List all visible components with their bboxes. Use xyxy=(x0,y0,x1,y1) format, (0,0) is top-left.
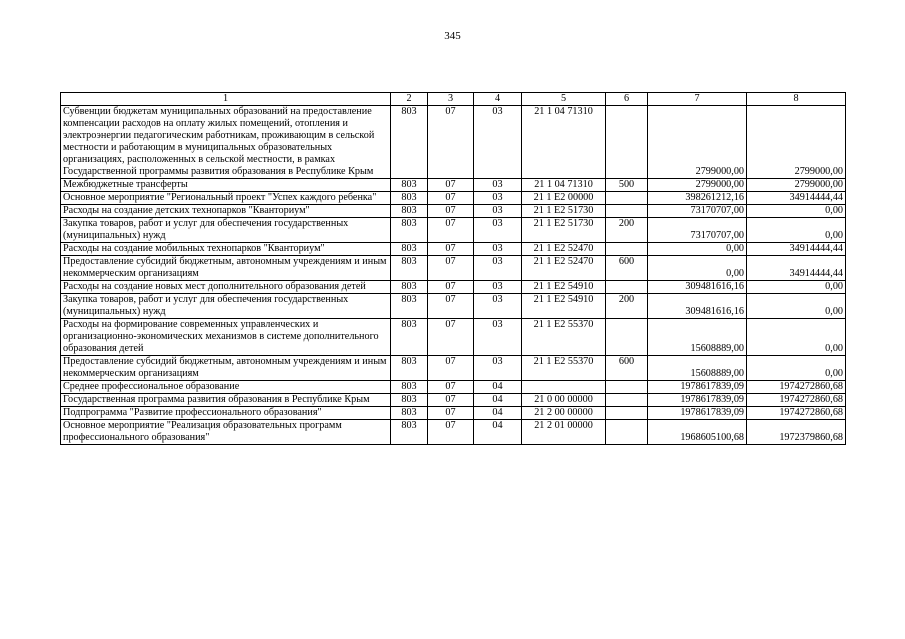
row-section: 07 xyxy=(428,218,474,243)
row-target-code: 21 1 E2 54910 xyxy=(522,281,606,294)
row-amount-year1: 2799000,00 xyxy=(648,179,747,192)
row-amount-year1: 309481616,16 xyxy=(648,281,747,294)
table-row xyxy=(61,281,846,294)
row-section: 07 xyxy=(428,205,474,218)
row-amount-year1: 73170707,00 xyxy=(648,205,747,218)
row-amount-year2: 0,00 xyxy=(747,294,846,319)
row-amount-year2: 1974272860,68 xyxy=(747,381,846,394)
row-subsection: 03 xyxy=(474,243,522,256)
row-expense-type xyxy=(606,319,648,356)
row-subsection: 03 xyxy=(474,205,522,218)
row-target-code: 21 1 E2 55370 xyxy=(522,319,606,356)
row-subsection: 03 xyxy=(474,256,522,281)
row-amount-year2: 34914444,44 xyxy=(747,192,846,205)
row-section: 07 xyxy=(428,356,474,381)
row-section: 07 xyxy=(428,394,474,407)
row-section: 07 xyxy=(428,381,474,394)
row-amount-year1: 1968605100,68 xyxy=(648,420,747,445)
row-amount-year2: 34914444,44 xyxy=(747,243,846,256)
row-target-code: 21 1 E2 51730 xyxy=(522,218,606,243)
row-admin-code: 803 xyxy=(391,106,428,179)
row-admin-code: 803 xyxy=(391,243,428,256)
row-amount-year2: 2799000,00 xyxy=(747,179,846,192)
row-expense-type xyxy=(606,106,648,179)
row-section: 07 xyxy=(428,192,474,205)
row-section: 07 xyxy=(428,407,474,420)
row-admin-code: 803 xyxy=(391,394,428,407)
row-target-code: 21 1 E2 00000 xyxy=(522,192,606,205)
row-target-code: 21 1 E2 52470 xyxy=(522,243,606,256)
row-expense-type: 600 xyxy=(606,356,648,381)
row-admin-code: 803 xyxy=(391,381,428,394)
row-name: Предоставление субсидий бюджетным, автономным учреждениям и иным некоммерческим организациям xyxy=(61,356,391,381)
row-name: Закупка товаров, работ и услуг для обеспечения государственных (муниципальных) нужд xyxy=(61,218,391,243)
table-row xyxy=(61,394,846,407)
row-expense-type xyxy=(606,243,648,256)
table-row xyxy=(61,407,846,420)
row-amount-year2: 0,00 xyxy=(747,205,846,218)
row-admin-code: 803 xyxy=(391,179,428,192)
row-admin-code: 803 xyxy=(391,256,428,281)
row-amount-year2: 0,00 xyxy=(747,281,846,294)
column-header: 2 xyxy=(391,93,428,106)
page-number: 345 xyxy=(444,30,461,42)
row-name: Межбюджетные трансферты xyxy=(61,179,391,192)
row-amount-year1: 1978617839,09 xyxy=(648,407,747,420)
row-name: Расходы на создание детских технопарков "Кванториум" xyxy=(61,205,391,218)
budget-table xyxy=(60,92,846,445)
row-amount-year2: 1974272860,68 xyxy=(747,407,846,420)
column-header: 3 xyxy=(428,93,474,106)
column-header: 1 xyxy=(61,93,391,106)
row-subsection: 03 xyxy=(474,106,522,179)
row-subsection: 03 xyxy=(474,294,522,319)
row-amount-year1: 1978617839,09 xyxy=(648,381,747,394)
row-subsection: 03 xyxy=(474,179,522,192)
row-admin-code: 803 xyxy=(391,218,428,243)
row-admin-code: 803 xyxy=(391,294,428,319)
table-row xyxy=(61,205,846,218)
column-header: 8 xyxy=(747,93,846,106)
row-amount-year1: 2799000,00 xyxy=(648,106,747,179)
row-section: 07 xyxy=(428,294,474,319)
row-amount-year1: 1978617839,09 xyxy=(648,394,747,407)
row-subsection: 03 xyxy=(474,356,522,381)
row-amount-year2: 1972379860,68 xyxy=(747,420,846,445)
row-admin-code: 803 xyxy=(391,205,428,218)
column-header: 7 xyxy=(648,93,747,106)
row-subsection: 03 xyxy=(474,281,522,294)
row-expense-type xyxy=(606,394,648,407)
table-row xyxy=(61,294,846,319)
row-subsection: 03 xyxy=(474,192,522,205)
table-row xyxy=(61,243,846,256)
row-admin-code: 803 xyxy=(391,356,428,381)
row-subsection: 04 xyxy=(474,420,522,445)
row-section: 07 xyxy=(428,319,474,356)
table-row xyxy=(61,420,846,445)
row-admin-code: 803 xyxy=(391,407,428,420)
column-header: 4 xyxy=(474,93,522,106)
column-header: 5 xyxy=(522,93,606,106)
row-section: 07 xyxy=(428,243,474,256)
row-amount-year2: 2799000,00 xyxy=(747,106,846,179)
row-name: Основное мероприятие "Реализация образовательных программ профессионального образования" xyxy=(61,420,391,445)
row-target-code: 21 2 01 00000 xyxy=(522,420,606,445)
row-target-code: 21 2 00 00000 xyxy=(522,407,606,420)
row-section: 07 xyxy=(428,420,474,445)
row-admin-code: 803 xyxy=(391,192,428,205)
row-admin-code: 803 xyxy=(391,420,428,445)
row-expense-type: 600 xyxy=(606,256,648,281)
row-expense-type xyxy=(606,407,648,420)
column-header: 6 xyxy=(606,93,648,106)
row-amount-year1: 73170707,00 xyxy=(648,218,747,243)
table-row xyxy=(61,356,846,381)
row-admin-code: 803 xyxy=(391,281,428,294)
table-row xyxy=(61,381,846,394)
row-expense-type: 200 xyxy=(606,218,648,243)
row-amount-year2: 1974272860,68 xyxy=(747,394,846,407)
row-name: Основное мероприятие "Региональный проект "Успех каждого ребенка" xyxy=(61,192,391,205)
row-name: Субвенции бюджетам муниципальных образований на предоставление компенсации расходов на оплату жилых помещений, отопления и электроэнергии педагогическим работникам, проживающим в сельской местности и работающим в муниципальных образовательных организациях, расположенных в сельской местности, в рамках Государственной программы развития образования в Республике Крым xyxy=(61,106,391,179)
row-target-code: 21 1 E2 55370 xyxy=(522,356,606,381)
row-expense-type xyxy=(606,192,648,205)
row-expense-type xyxy=(606,381,648,394)
row-section: 07 xyxy=(428,106,474,179)
row-amount-year2: 0,00 xyxy=(747,319,846,356)
row-subsection: 03 xyxy=(474,218,522,243)
row-section: 07 xyxy=(428,179,474,192)
table-row xyxy=(61,192,846,205)
row-name: Расходы на создание мобильных технопарков "Кванториум" xyxy=(61,243,391,256)
row-name: Закупка товаров, работ и услуг для обеспечения государственных (муниципальных) нужд xyxy=(61,294,391,319)
row-name: Государственная программа развития образования в Республике Крым xyxy=(61,394,391,407)
row-name: Предоставление субсидий бюджетным, автономным учреждениям и иным некоммерческим организациям xyxy=(61,256,391,281)
row-expense-type: 500 xyxy=(606,179,648,192)
table-row xyxy=(61,256,846,281)
row-amount-year1: 309481616,16 xyxy=(648,294,747,319)
table-row xyxy=(61,106,846,179)
row-section: 07 xyxy=(428,256,474,281)
row-section: 07 xyxy=(428,281,474,294)
row-target-code: 21 1 04 71310 xyxy=(522,106,606,179)
table-row xyxy=(61,319,846,356)
row-target-code: 21 1 E2 51730 xyxy=(522,205,606,218)
row-expense-type xyxy=(606,420,648,445)
row-target-code: 21 1 E2 54910 xyxy=(522,294,606,319)
row-subsection: 04 xyxy=(474,381,522,394)
row-name: Подпрограмма "Развитие профессионального образования" xyxy=(61,407,391,420)
row-amount-year2: 0,00 xyxy=(747,356,846,381)
row-amount-year1: 15608889,00 xyxy=(648,319,747,356)
row-amount-year1: 398261212,16 xyxy=(648,192,747,205)
row-target-code: 21 1 E2 52470 xyxy=(522,256,606,281)
row-name: Расходы на создание новых мест дополнительного образования детей xyxy=(61,281,391,294)
row-target-code: 21 1 04 71310 xyxy=(522,179,606,192)
row-target-code xyxy=(522,381,606,394)
row-amount-year1: 0,00 xyxy=(648,256,747,281)
row-amount-year2: 34914444,44 xyxy=(747,256,846,281)
row-expense-type xyxy=(606,205,648,218)
row-expense-type xyxy=(606,281,648,294)
row-amount-year1: 15608889,00 xyxy=(648,356,747,381)
row-subsection: 03 xyxy=(474,319,522,356)
header-row xyxy=(61,93,846,106)
row-subsection: 04 xyxy=(474,394,522,407)
row-expense-type: 200 xyxy=(606,294,648,319)
row-name: Среднее профессиональное образование xyxy=(61,381,391,394)
table-row xyxy=(61,218,846,243)
row-admin-code: 803 xyxy=(391,319,428,356)
row-name: Расходы на формирование современных управленческих и организационно-экономических механизмов в системе дополнительного образования детей xyxy=(61,319,391,356)
row-amount-year1: 0,00 xyxy=(648,243,747,256)
table-row xyxy=(61,179,846,192)
row-subsection: 04 xyxy=(474,407,522,420)
row-amount-year2: 0,00 xyxy=(747,218,846,243)
row-target-code: 21 0 00 00000 xyxy=(522,394,606,407)
